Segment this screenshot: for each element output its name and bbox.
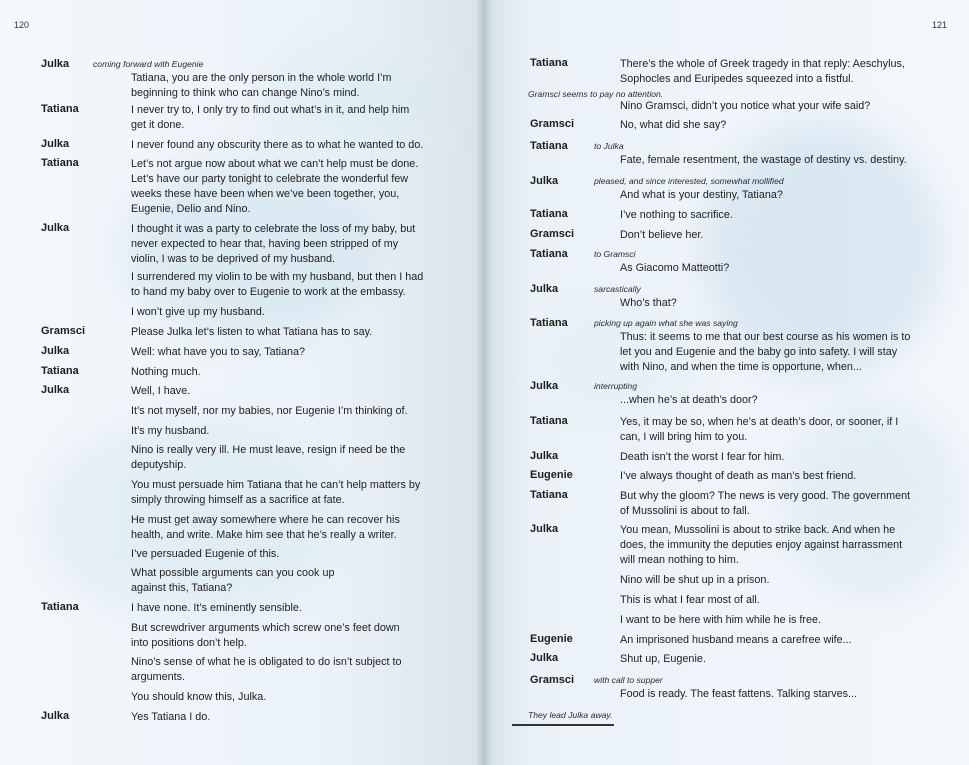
dialogue-line: He must get away somewhere where he can recover his: [131, 514, 400, 526]
dialogue-line: Nino’s sense of what he is obligated to do isn’t subject to: [131, 656, 402, 668]
dialogue-text: [620, 633, 852, 648]
dialogue-text: [620, 228, 703, 243]
speaker-name: Julka: [530, 450, 559, 462]
dialogue-line: You mean, Mussolini is about to strike back. And when he: [620, 524, 896, 536]
dialogue-line: Tatiana, you are the only person in the whole world I’m: [131, 72, 392, 84]
dialogue-text: [131, 345, 305, 360]
dialogue-line: let you and Eugenie and the baby go into safety. I will stay: [620, 346, 898, 358]
dialogue-line: Fate, female resentment, the wastage of destiny vs. destiny.: [620, 154, 907, 166]
dialogue-text: [620, 296, 677, 311]
dialogue-text: [620, 469, 856, 484]
dialogue-line: get it done.: [131, 119, 185, 131]
dialogue-line: to hand my baby over to Eugenie to work at the embassy.: [131, 286, 406, 298]
dialogue-line: Death isn’t the worst I fear for him.: [620, 451, 785, 463]
dialogue-line: An imprisoned husband means a carefree wife...: [620, 634, 852, 646]
dialogue-text: [131, 138, 423, 153]
speaker-name: Tatiana: [41, 365, 79, 377]
stage-direction: interrupting: [594, 381, 637, 391]
page-number: 120: [14, 20, 30, 30]
dialogue-text: [131, 710, 210, 725]
dialogue-line: Don’t believe her.: [620, 229, 704, 241]
dialogue-text: [131, 71, 391, 101]
dialogue-line: Who’s that?: [620, 297, 677, 309]
dialogue-text: [131, 270, 423, 300]
dialogue-text: [620, 489, 910, 519]
stage-direction: pleased, and since interested, somewhat mollified: [594, 176, 784, 186]
dialogue-line: of Mussolini is about to fall.: [620, 505, 750, 517]
dialogue-line: Eugenie, Delio and Nino.: [131, 203, 251, 215]
speaker-name: Gramsci: [530, 228, 575, 240]
dialogue-text: [620, 208, 733, 223]
speaker-name: Julka: [530, 652, 559, 664]
dialogue-text: [620, 261, 729, 276]
speaker-name: Julka: [41, 138, 70, 150]
dialogue-line: It’s not myself, nor my babies, nor Eugenie I’m thinking of.: [131, 405, 408, 417]
dialogue-text: [131, 365, 201, 380]
dialogue-line: There’s the whole of Greek tragedy in that reply: Aeschylus,: [620, 58, 905, 70]
dialogue-line: Please Julka let’s listen to what Tatiana has to say.: [131, 326, 373, 338]
dialogue-text: [131, 305, 265, 320]
stage-direction: picking up again what she was saying: [594, 318, 738, 328]
speaker-name: Julka: [41, 345, 70, 357]
dialogue-line: No, what did she say?: [620, 119, 727, 131]
dialogue-line: Thus: it seems to me that our best course as his women is to: [620, 331, 911, 343]
dialogue-line: simply throwing himself as a sacrifice at fate.: [131, 494, 345, 506]
speaker-name: Julka: [530, 175, 559, 187]
speaker-name: Tatiana: [530, 57, 568, 69]
dialogue-text: [620, 153, 907, 168]
dialogue-text: [131, 404, 407, 419]
dialogue-text: [620, 573, 769, 588]
dialogue-line: I never try to, I only try to find out what’s in it, and help him: [131, 104, 410, 116]
dialogue-line: This is what I fear most of all.: [620, 594, 760, 606]
dialogue-text: [620, 393, 758, 408]
speaker-name: Tatiana: [530, 248, 568, 260]
dialogue-text: [131, 601, 302, 616]
speaker-name: Julka: [530, 283, 559, 295]
speaker-name: Julka: [530, 380, 559, 392]
dialogue-line: can, I will bring him to you.: [620, 431, 748, 443]
speaker-name: Tatiana: [530, 489, 568, 501]
speaker-name: Eugenie: [530, 633, 573, 645]
dialogue-line: I’ve nothing to sacrifice.: [620, 209, 733, 221]
dialogue-line: What possible arguments can you cook up: [131, 567, 335, 579]
dialogue-line: Well: what have you to say, Tatiana?: [131, 346, 306, 358]
dialogue-line: I have none. It’s eminently sensible.: [131, 602, 302, 614]
stage-direction: to Gramsci: [594, 249, 636, 259]
dialogue-text: [620, 330, 910, 375]
dialogue-text: [620, 450, 784, 465]
dialogue-text: [620, 415, 898, 445]
dialogue-line: violin, I was to be deprived of my husband.: [131, 253, 336, 265]
dialogue-text: [131, 443, 405, 473]
dialogue-line: I surrendered my violin to be with my husband, but then I had: [131, 271, 424, 283]
dialogue-line: Let’s have our party tonight to celebrate the wonderful few: [131, 173, 409, 185]
dialogue-line: It’s my husband.: [131, 425, 210, 437]
dialogue-line: health, and write. Make him see that he’s really a writer.: [131, 529, 397, 541]
dialogue-text: [131, 222, 415, 267]
dialogue-text: [620, 593, 760, 608]
page-number: 121: [931, 20, 947, 30]
stage-direction: They lead Julka away.: [528, 710, 613, 720]
speaker-name: Julka: [530, 523, 559, 535]
dialogue-text: [131, 621, 400, 651]
dialogue-line: weeks these have been when we’ve been together, you,: [131, 188, 400, 200]
stage-direction: sarcastically: [594, 284, 641, 294]
speaker-name: Julka: [41, 710, 70, 722]
stage-direction: with call to supper: [594, 675, 663, 685]
dialogue-text: [131, 384, 190, 399]
dialogue-line: I never found any obscurity there as to what he wanted to do.: [131, 139, 424, 151]
dialogue-text: [620, 652, 706, 667]
dialogue-line: never expected to hear that, having been stripped of my: [131, 238, 399, 250]
dialogue-line: ...when he’s at death’s door?: [620, 394, 758, 406]
dialogue-line: But screwdriver arguments which screw one’s feet down: [131, 622, 400, 634]
dialogue-line: As Giacomo Matteotti?: [620, 262, 730, 274]
speaker-name: Eugenie: [530, 469, 573, 481]
dialogue-line: Nino Gramsci, didn’t you notice what your wife said?: [620, 100, 871, 112]
dialogue-line: Nino will be shut up in a prison.: [620, 574, 770, 586]
right-page: [484, 0, 969, 765]
dialogue-text: [620, 613, 821, 628]
dialogue-text: [620, 99, 870, 114]
dialogue-line: Yes, it may be so, when he’s at death’s door, or sooner, if I: [620, 416, 899, 428]
dialogue-line: But why the gloom? The news is very good. The government: [620, 490, 911, 502]
speaker-name: Gramsci: [530, 118, 575, 130]
dialogue-text: [620, 57, 905, 87]
dialogue-line: Food is ready. The feast fattens. Talking starves...: [620, 688, 858, 700]
dialogue-line: Well, I have.: [131, 385, 191, 397]
stage-direction: coming forward with Eugenie: [93, 59, 204, 69]
dialogue-line: against this, Tatiana?: [131, 582, 233, 594]
dialogue-line: You must persuade him Tatiana that he can’t help matters by: [131, 479, 421, 491]
dialogue-text: [131, 513, 400, 543]
dialogue-text: [620, 118, 726, 133]
dialogue-text: [131, 325, 372, 340]
dialogue-line: I won’t give up my husband.: [131, 306, 265, 318]
dialogue-text: [131, 157, 418, 217]
left-page: [0, 0, 484, 765]
stage-direction: Gramsci seems to pay no attention.: [528, 89, 664, 99]
speaker-name: Julka: [41, 222, 70, 234]
speaker-name: Tatiana: [41, 601, 79, 613]
dialogue-line: Nino is really very ill. He must leave, resign if need be the: [131, 444, 406, 456]
book-gutter: [476, 0, 492, 765]
dialogue-line: beginning to think who can change Nino’s mind.: [131, 87, 360, 99]
dialogue-line: I’ve persuaded Eugenie of this.: [131, 548, 280, 560]
dialogue-text: [131, 103, 409, 133]
speaker-name: Tatiana: [41, 157, 79, 169]
speaker-name: Gramsci: [530, 674, 575, 686]
dialogue-line: I’ve always thought of death as man’s best friend.: [620, 470, 857, 482]
dialogue-line: You should know this, Julka.: [131, 691, 267, 703]
dialogue-line: I want to be here with him while he is free.: [620, 614, 822, 626]
dialogue-line: into positions don’t help.: [131, 637, 247, 649]
dialogue-text: [131, 547, 279, 562]
stage-direction: to Julka: [594, 141, 624, 151]
speaker-name: Tatiana: [530, 317, 568, 329]
dialogue-text: [620, 523, 902, 568]
dialogue-text: [620, 687, 857, 702]
speaker-name: Gramsci: [41, 325, 86, 337]
dialogue-text: [131, 566, 334, 596]
dialogue-line: does, the immunity the deputies enjoy against harrassment: [620, 539, 903, 551]
dialogue-text: [131, 478, 420, 508]
dialogue-line: will mean nothing to him.: [620, 554, 739, 566]
speaker-name: Julka: [41, 58, 70, 70]
speaker-name: Tatiana: [530, 208, 568, 220]
dialogue-line: deputyship.: [131, 459, 187, 471]
dialogue-text: [620, 188, 783, 203]
dialogue-text: [131, 424, 209, 439]
dialogue-text: [131, 690, 266, 705]
dialogue-line: I thought it was a party to celebrate the loss of my baby, but: [131, 223, 416, 235]
speaker-name: Tatiana: [530, 415, 568, 427]
dialogue-line: Sophocles and Euripedes squeezed into a fistful.: [620, 73, 854, 85]
speaker-name: Julka: [41, 384, 70, 396]
dialogue-line: with Nino, and when the time is opportune, when...: [620, 361, 862, 373]
dialogue-line: arguments.: [131, 671, 186, 683]
dialogue-line: Nothing much.: [131, 366, 201, 378]
end-rule: [512, 724, 614, 726]
dialogue-line: Let’s not argue now about what we can’t help must be done.: [131, 158, 419, 170]
dialogue-line: Yes Tatiana I do.: [131, 711, 211, 723]
dialogue-line: And what is your destiny, Tatiana?: [620, 189, 783, 201]
dialogue-text: [131, 655, 402, 685]
speaker-name: Tatiana: [41, 103, 79, 115]
speaker-name: Tatiana: [530, 140, 568, 152]
dialogue-line: Shut up, Eugenie.: [620, 653, 706, 665]
